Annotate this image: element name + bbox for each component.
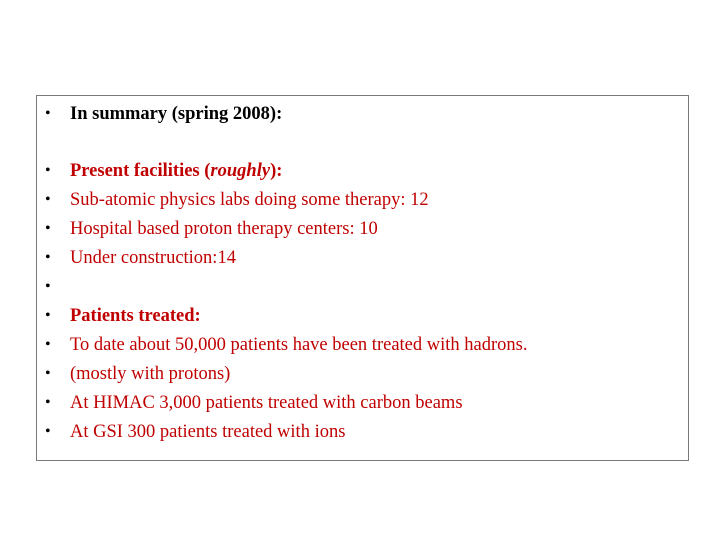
bullet-icon: • [45, 191, 51, 208]
facility-item: Hospital based proton therapy centers: 10 [70, 219, 378, 239]
bullet-icon: • [45, 105, 51, 122]
bullet-icon: • [45, 365, 51, 382]
patient-item: At GSI 300 patients treated with ions [70, 422, 346, 442]
summary-box [36, 95, 689, 461]
facilities-heading: Present facilities (roughly): [70, 161, 283, 181]
facility-item: Sub-atomic physics labs doing some therapy: 12 [70, 190, 429, 210]
bullet-icon: • [45, 278, 51, 295]
bullet-icon: • [45, 249, 51, 266]
patient-item: At HIMAC 3,000 patients treated with carbon beams [70, 393, 463, 413]
bullet-icon: • [45, 162, 51, 179]
summary-heading: In summary (spring 2008): [70, 104, 283, 124]
bullet-icon: • [45, 220, 51, 237]
facility-item: Under construction:14 [70, 248, 236, 268]
bullet-icon: • [45, 394, 51, 411]
patients-heading: Patients treated: [70, 306, 201, 326]
bullet-icon: • [45, 307, 51, 324]
patient-item: (mostly with protons) [70, 364, 231, 384]
bullet-icon: • [45, 423, 51, 440]
patient-item: To date about 50,000 patients have been treated with hadrons. [70, 335, 528, 355]
bullet-icon: • [45, 336, 51, 353]
